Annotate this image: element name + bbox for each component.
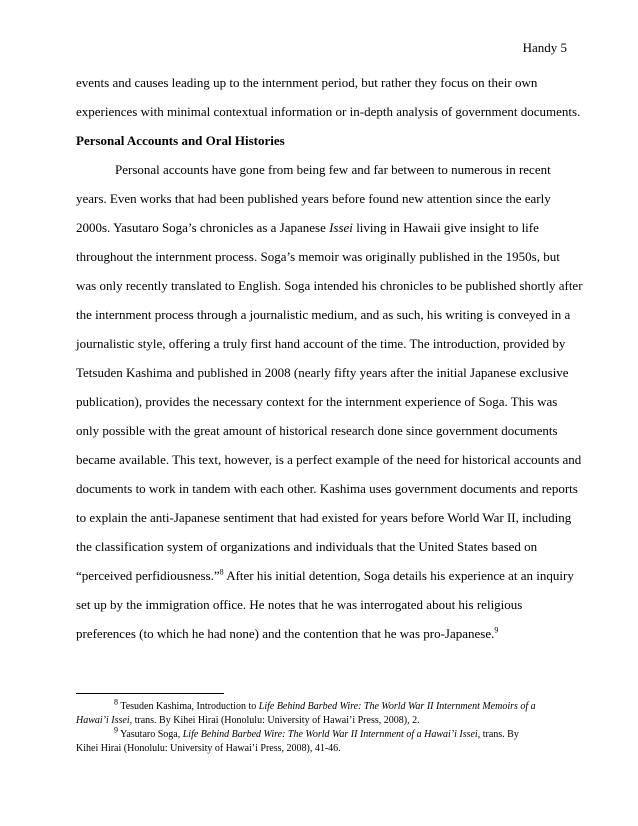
body-line: documents to work in tandem with each other. Kashima uses government documents and reports bbox=[76, 481, 578, 496]
page-header: Handy 5 bbox=[522, 40, 567, 55]
body-line: experiences with minimal contextual information or in-depth analysis of government documents. bbox=[76, 104, 581, 119]
footnote-separator bbox=[76, 693, 224, 694]
body-line: preferences (to which he had none) and the contention that he was pro-Japanese.$^9$ bbox=[76, 625, 499, 641]
body-line: became available. This text, however, is a perfect example of the need for historical accounts and bbox=[76, 452, 582, 467]
footnote-8-cont: Hawai’i Issei, trans. By Kihei Hirai (Honolulu: University of Hawai’i Press, 2008), 2. bbox=[76, 715, 420, 726]
footnote-ref[interactable]: 8 bbox=[219, 567, 224, 577]
body-line: the classification system of organizations and individuals that the United States based on bbox=[76, 539, 538, 554]
body-line: to explain the anti-Japanese sentiment that had existed for years before World War II, including bbox=[76, 510, 572, 525]
body-line: Personal accounts have gone from being few and far between to numerous in recent bbox=[115, 162, 551, 177]
body-line: publication), provides the necessary context for the internment experience of Soga. This was bbox=[76, 394, 558, 409]
body-line: “perceived perfidiousness.”$^8$ After his initial detention, Soga details his experience at an inquiry bbox=[76, 567, 574, 583]
body-line: throughout the internment process. Soga’s memoir was originally published in the 1950s, but bbox=[76, 249, 560, 264]
footnote-ref[interactable]: 9 bbox=[494, 625, 499, 635]
body-line: the internment process through a journalistic medium, and as such, his writing is conveyed in a bbox=[76, 307, 571, 322]
footnote-9-cont: Kihei Hirai (Honolulu: University of Hawai’i Press, 2008), 41-46. bbox=[76, 743, 341, 754]
footnote-9: $^9$ Yasutaro Soga, Life Behind Barbed Wire: The World War II Internment of a Hawai’i Issei, trans. By bbox=[114, 725, 519, 740]
body-line: 2000s. Yasutaro Soga’s chronicles as a Japanese Issei living in Hawaii give insight to life bbox=[76, 220, 539, 235]
body-line: journalistic style, offering a truly first hand account of the time. The introduction, provided by bbox=[76, 336, 566, 351]
body-line: was only recently translated to English. Soga intended his chronicles to be published shortly after bbox=[76, 278, 583, 293]
body-line: only possible with the great amount of historical research done since government documents bbox=[76, 423, 558, 438]
body-line: events and causes leading up to the internment period, but rather they focus on their own bbox=[76, 75, 538, 90]
footnote-8: $^8$ Tesuden Kashima, Introduction to Life Behind Barbed Wire: The World War II Internment Memoirs of a bbox=[114, 697, 536, 712]
body-line: set up by the immigration office. He notes that he was interrogated about his religious bbox=[76, 597, 523, 612]
body-line: Tetsuden Kashima and published in 2008 (nearly fifty years after the initial Japanese exclusive bbox=[76, 365, 569, 380]
body-line: years. Even works that had been published years before found new attention since the early bbox=[76, 191, 551, 206]
section-heading: Personal Accounts and Oral Histories bbox=[76, 133, 285, 148]
